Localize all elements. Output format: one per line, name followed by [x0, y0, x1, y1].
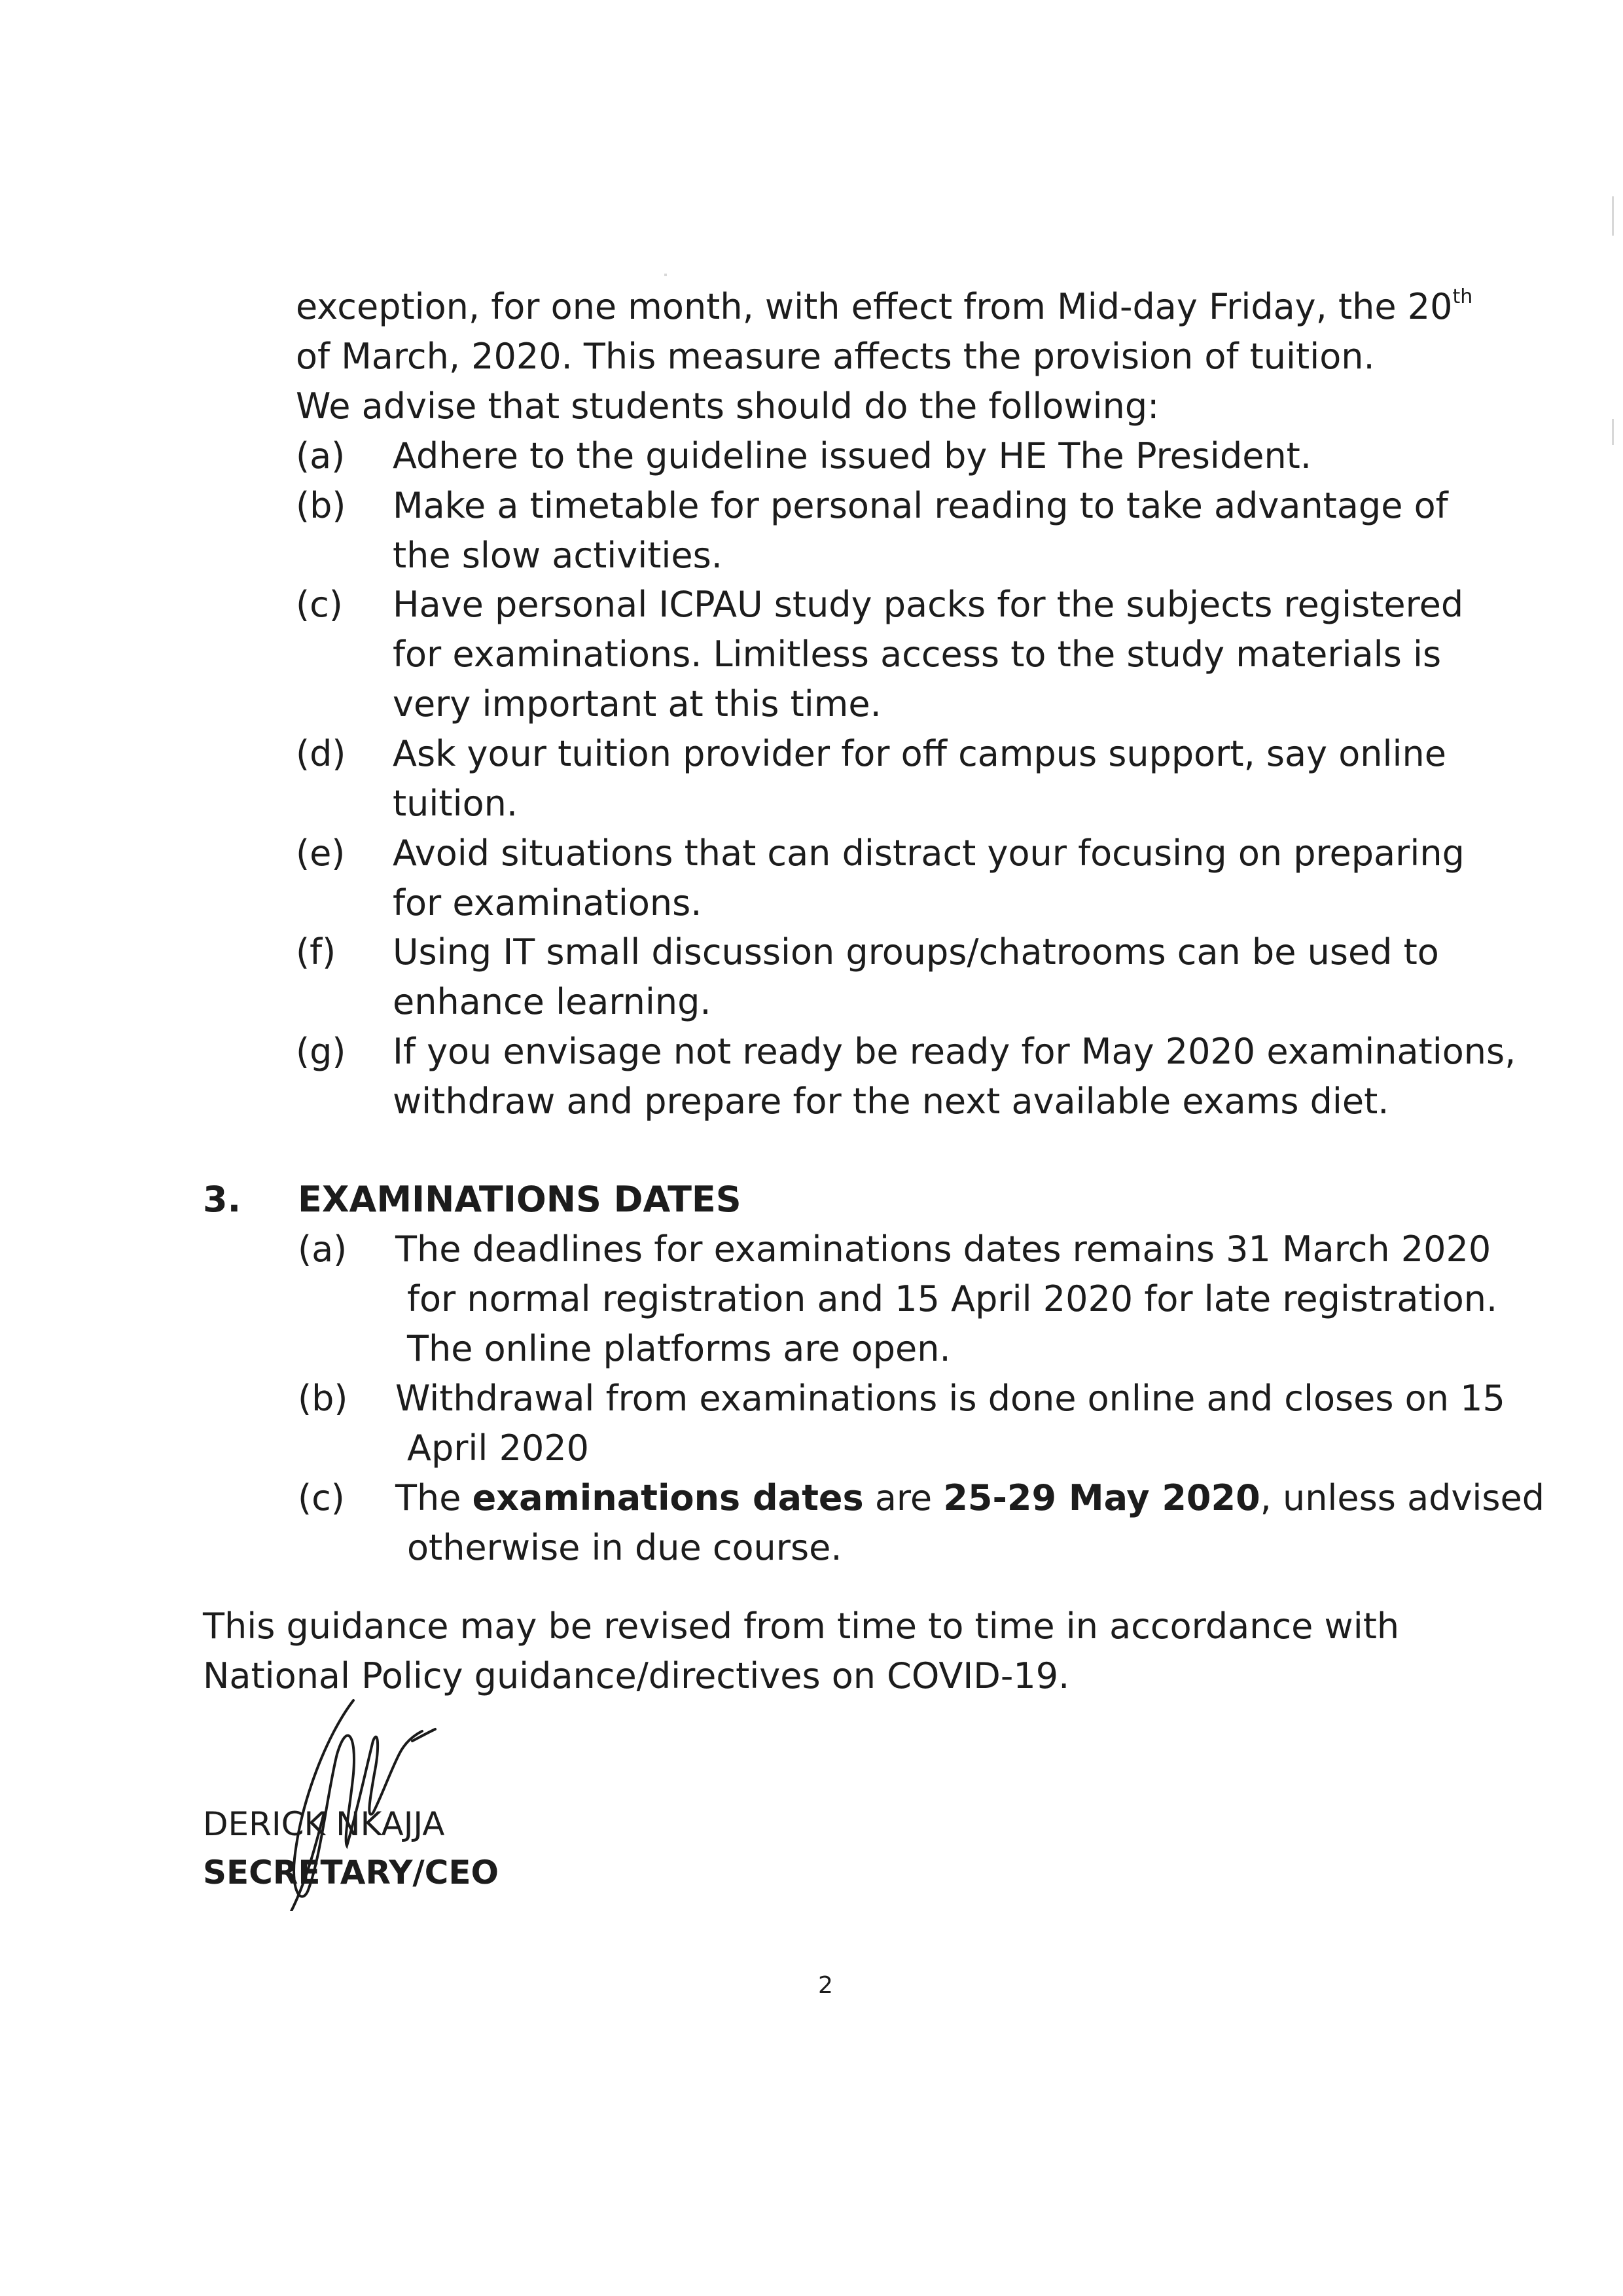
exam-text-b-1: Withdrawal from examinations is done online and closes on 15: [395, 1378, 1505, 1419]
exam-text-c-1: The examinations dates are 25-29 May 2020, unless advised: [395, 1477, 1545, 1518]
superscript-th: th: [1452, 285, 1473, 308]
closing-line-1: This guidance may be revised from time to time in accordance with: [203, 1605, 1400, 1647]
signatory-title: SECRETARY/CEO: [203, 1854, 499, 1892]
advice-text-b-2: the slow activities.: [393, 535, 722, 576]
signatory-name: DERICK NKAJJA: [203, 1805, 445, 1843]
exam-label-a: (a): [298, 1229, 348, 1270]
advice-text-f-2: enhance learning.: [393, 981, 711, 1022]
advice-text-e-1: Avoid situations that can distract your focusing on preparing: [393, 833, 1465, 874]
exam-dates-range: 25-29 May 2020: [943, 1477, 1260, 1518]
advice-text-g-1: If you envisage not ready be ready for May 2020 examinations,: [393, 1031, 1516, 1072]
scan-edge-mark: [1612, 196, 1614, 236]
exam-text-a-2: for normal registration and 15 April 2020 for late registration.: [407, 1278, 1498, 1319]
advice-label-a: (a): [296, 435, 346, 476]
advice-label-c: (c): [296, 584, 343, 625]
intro-line-2: of March, 2020. This measure affects the provision of tuition.: [296, 336, 1375, 377]
intro-line-1: exception, for one month, with effect from Mid-day Friday, the 20th: [296, 285, 1473, 327]
exam-text-c-2: otherwise in due course.: [407, 1527, 842, 1568]
advice-label-d: (d): [296, 733, 346, 774]
section-title: EXAMINATIONS DATES: [298, 1179, 741, 1220]
advice-text-g-2: withdraw and prepare for the next available exams diet.: [393, 1081, 1389, 1122]
advice-text-c-3: very important at this time.: [393, 683, 882, 725]
exam-label-b: (b): [298, 1378, 348, 1419]
closing-line-2: National Policy guidance/directives on COVID-19.: [203, 1655, 1070, 1696]
advice-text-d-2: tuition.: [393, 783, 518, 824]
intro-line-3: We advise that students should do the following:: [296, 386, 1160, 427]
exam-text-b-2: April 2020: [407, 1427, 590, 1469]
advice-text-b-1: Make a timetable for personal reading to take advantage of: [393, 485, 1448, 526]
advice-text-c-1: Have personal ICPAU study packs for the subjects registered: [393, 584, 1464, 625]
advice-label-e: (e): [296, 833, 346, 874]
advice-text-c-2: for examinations. Limitless access to the study materials is: [393, 634, 1442, 675]
exam-label-c: (c): [298, 1477, 345, 1518]
advice-label-b: (b): [296, 485, 346, 526]
advice-text-f-1: Using IT small discussion groups/chatrooms can be used to: [393, 931, 1439, 973]
advice-label-g: (g): [296, 1031, 346, 1072]
scan-edge-mark: [1612, 419, 1614, 445]
exam-dates-emphasis: examinations dates: [472, 1477, 864, 1518]
advice-text-a-1: Adhere to the guideline issued by HE The President.: [393, 435, 1311, 476]
advice-label-f: (f): [296, 931, 336, 973]
section-number: 3.: [203, 1179, 241, 1220]
page-number: 2: [818, 1972, 833, 1999]
exam-text-a-3: The online platforms are open.: [407, 1328, 951, 1369]
exam-text-a-1: The deadlines for examinations dates remains 31 March 2020: [395, 1229, 1491, 1270]
scan-speck: [664, 274, 667, 276]
advice-text-d-1: Ask your tuition provider for off campus support, say online: [393, 733, 1446, 774]
advice-text-e-2: for examinations.: [393, 882, 702, 924]
